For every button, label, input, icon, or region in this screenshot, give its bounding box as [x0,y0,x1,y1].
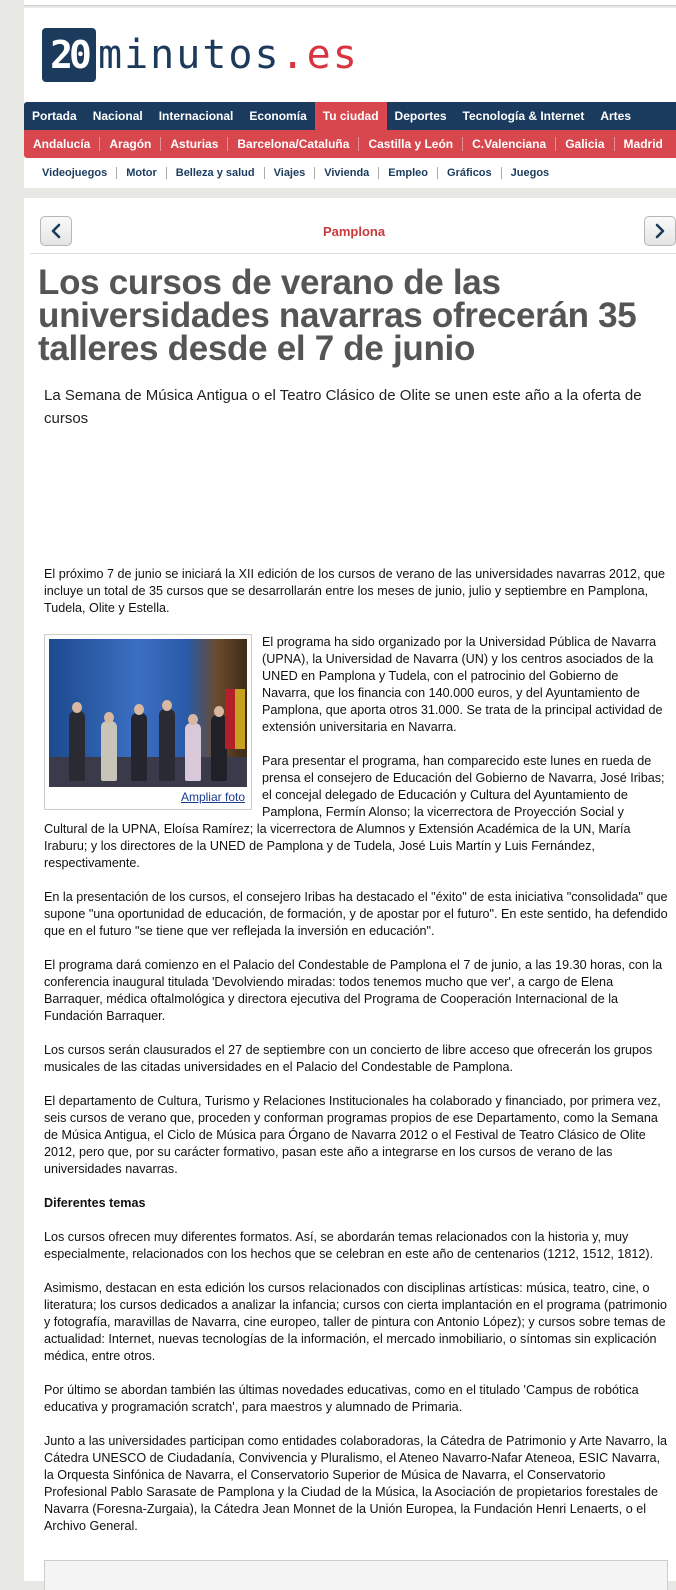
main-nav [24,102,676,130]
chevron-right-icon [654,223,666,239]
photo-person [101,721,117,781]
sub-nav [24,162,676,184]
paragraph: Asimismo, destacan en esta edición los cursos relacionados con disciplinas artísticas: música, teatro, cine, o literatura; los cursos dedicados a analizar la infancia; cursos con cierta implantación en el programa (patrimonio y fotografía, maravillas de Navarra, cine europeo, taller de pintura con Antonio López); y cursos sobre temas de actualidad: Internet, nuevas tecnologías de la información, el mercado inmobiliario, o síntomas sin explicación médica, entre otros. [44,1281,668,1363]
paragraph: En la presentación de los cursos, el consejero Iribas ha destacado el "éxito" de esta iniciativa "consolidada" que supone "una oportunidad de educación, de formación, y de apostar por el futuro". En este sentido, ha defendido que en el futuro "se tiene que ver reflejada la inversión en educación". [44,890,668,938]
article-subheading: Diferentes temas [44,1196,146,1210]
logo-tld: .es [280,32,359,78]
region-madrid[interactable]: Madrid [623,137,663,151]
region-galicia[interactable]: Galicia [556,137,614,151]
photo-head [72,702,82,713]
article-body [44,566,668,1552]
region-valenciana[interactable]: C.Valenciana [463,137,556,151]
photo-person [159,709,175,781]
section-title[interactable]: Pamplona [322,224,386,239]
nav-item-portada[interactable]: Portada [32,109,77,123]
sub-item-graficos[interactable]: Gráficos [438,167,502,179]
sub-item-videojuegos[interactable]: Videojuegos [24,167,117,179]
sub-item-motor[interactable]: Motor [117,167,167,179]
sub-item-viajes[interactable]: Viajes [265,167,316,179]
region-castilla-leon[interactable]: Castilla y León [359,137,463,151]
region-andalucia[interactable]: Andalucía [24,137,100,151]
site-logo[interactable] [42,26,359,84]
nav-item-economia[interactable]: Economía [249,109,307,123]
photo-head [104,712,114,723]
paragraph: Por último se abordan también las últimas novedades educativas, como en el titulado 'Campus de robótica educativa y programación scratch', para maestros y alumnado de Primaria. [44,1383,639,1414]
nav-item-nacional[interactable]: Nacional [92,109,143,123]
nav-item-artes[interactable]: Artes [600,109,632,123]
nav-item-tu-ciudad[interactable]: Tu ciudad [315,102,387,130]
sub-item-belleza[interactable]: Belleza y salud [167,167,265,179]
article-headline: Los cursos de verano de las universidades navarras ofrecerán 35 talleres desde el 7 de junio [38,263,637,368]
paragraph: El departamento de Cultura, Turismo y Relaciones Institucionales ha colaborado y financiado, por primera vez, seis cursos de verano que, proceden y conforman programas propios de ese Departamento, como la Semana de Música Antigua, el Ciclo de Música para Órgano de Navarra 2012 o el Festival de Teatro Clásico de Olite 2012, pero que, por su carácter formativo, pasan este año a integrarse en los cursos de verano de las universidades navarras. [44,1094,661,1176]
region-asturias[interactable]: Asturias [161,137,228,151]
photo-box [44,634,252,810]
section-bar [30,204,676,254]
enlarge-photo-link[interactable]: Ampliar foto [180,790,245,804]
sub-item-juegos[interactable]: Juegos [510,167,550,179]
logo-text [98,32,359,78]
region-aragon[interactable]: Aragón [100,137,161,151]
paragraph: El próximo 7 de junio se iniciará la XII edición de los cursos de verano de las universidades navarras 2012, que incluye un total de 35 cursos que se desarrollarán entre los meses de junio, julio y septiembre en Pamplona, Tudela, Olite y Estella. [44,567,665,615]
photo-head [134,704,144,715]
next-button[interactable] [644,216,676,246]
paragraph: El programa dará comienzo en el Palacio del Condestable de Pamplona el 7 de junio, a las 19.30 horas, con la conferencia inaugural titulada 'Devolviendo miradas: todos tenemos mucho que ver', a cargo de Elena Barraquer, médica oftalmológica y directora ejecutiva del Programa de Cooperación Internacional de la Fundación Barraquer. [44,958,663,1023]
photo-flag [225,689,235,749]
paragraph: Junto a las universidades participan como entidades colaboradoras, la Cátedra de Patrimonio y Arte Navarro, la Cátedra UNESCO de Ciudadanía, Convivencia y Pluralismo, el Ateneo Navarro-Nafar Ateneoa, ESIC Navarra, la Orquesta Sinfónica de Navarra, el Conservatorio Superior de Música de Navarra, el Conservatorio Profesional Pablo Sarasate de Pamplona y la Ciudad de la Música, la Asociación de propietarios forestales de Navarra (Foresna-Zurgaia), la Cátedra Jean Monnet de la Unión Europea, la Fundación Henri Lenaerts, o el Archivo General. [44,1434,668,1533]
photo-head [214,706,224,717]
photo-person [185,723,201,781]
paragraph: Los cursos ofrecen muy diferentes formatos. Así, se abordarán temas relacionados con la historia y, muy especialmente, relacionados con los hechos que se celebran en este año de centenarios (1212, 1512, 1812). [44,1230,654,1261]
paragraph: Para presentar el programa, han comparecido este lunes en rueda de prensa el consejero de Educación del Gobierno de Navarra, José Iribas; el concejal delegado de Educación y Cultura del Ayuntamiento de Pamplona, Fermín Alonso; la vicerrectora de Proyección Social y Cultural de la UPNA, Eloísa Ramírez; la vicerrectora de Alumnos y Extensión Académica de la UN, María Iraburu; y los directores de la UNED de Pamplona y de Tudela, José Luis Martín y Luis Fernández, respectivamente. [44,754,665,870]
article-subtitle: La Semana de Música Antigua o el Teatro Clásico de Olite se unen este año a la oferta de cursos [44,387,642,427]
separator [24,188,676,198]
related-box [44,1560,668,1590]
nav-item-tecnologia[interactable]: Tecnología & Internet [462,109,585,123]
photo-head [162,700,172,711]
page [24,8,676,1581]
logo-name: minutos [98,32,281,78]
paragraph: El programa ha sido organizado por la Universidad Pública de Navarra (UPNA), la Universidad de Navarra (UN) y los centros asociados de la UNED en Pamplona y Tudela, con el patrocinio del Gobierno de Navarra, que los financia con 140.000 euros, y del Ayuntamiento de Pamplona, que aporta otros 31.000. Se trata de la principal actividad de extensión universitaria en Navarra. [262,635,663,734]
nav-item-deportes[interactable]: Deportes [394,109,447,123]
paragraph: Los cursos serán clausurados el 27 de septiembre con un concierto de libre acceso que ofrecerán los grupos musicales de las citadas universidades en el Palacio del Condestable de Pamplona. [44,1043,653,1074]
sub-item-empleo[interactable]: Empleo [379,167,438,179]
top-strip [24,0,676,6]
photo-head [188,714,198,725]
photo-person [69,711,85,781]
logo-box: 20 [42,28,96,82]
photo-flag [235,689,245,749]
photo-person [131,713,147,781]
region-barcelona[interactable]: Barcelona/Cataluña [228,137,359,151]
sub-item-vivienda[interactable]: Vivienda [315,167,379,179]
regions-nav [24,130,676,158]
article-photo[interactable] [49,639,247,787]
nav-item-internacional[interactable]: Internacional [158,109,234,123]
